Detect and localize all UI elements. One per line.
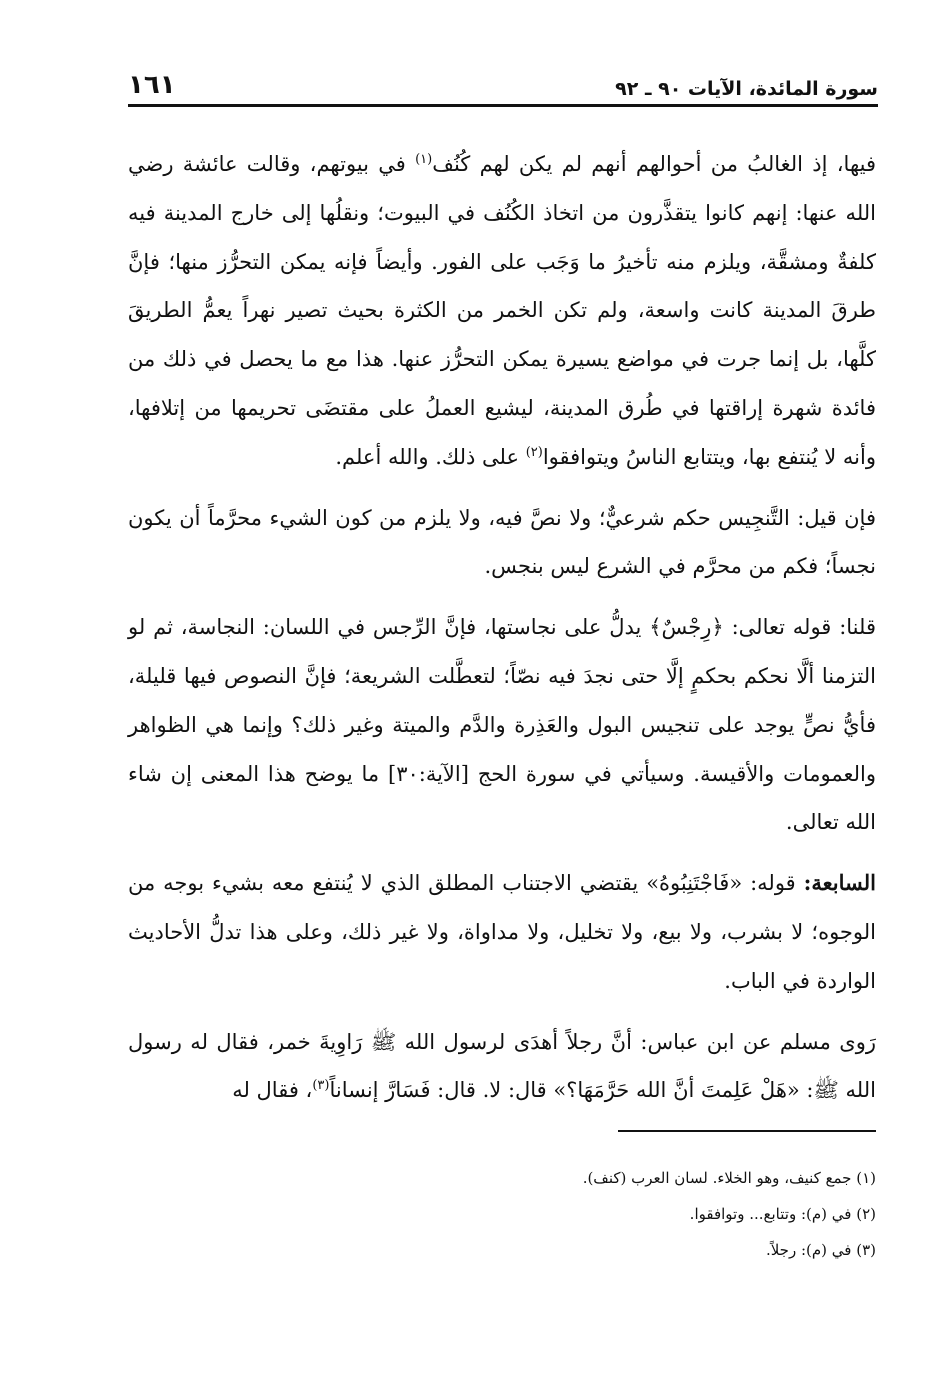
footnote-3: (٣) في (م): رجلاً.	[765, 1241, 876, 1259]
page-header	[128, 64, 878, 107]
section-label: السابعة:	[803, 870, 876, 896]
paragraph-3: قلنا: قوله تعالى: ﴿رِجْسٌ﴾ يدلُّ على نجاستها، فإنَّ الرِّجس في اللسان: النجاسة، ثم لو التزمنا ألَّا نحكم بحكمٍ إلَّا حتى نجدَ فيه نصّاً؛ لتعطَّلت الشريعة؛ فإنَّ النصوص فيها قليلة، فأيُّ نصٍّ يوجد على تنجيس البول والعَذِرة والدَّم والميتة وغير ذلك؟ وإنما هي الظواهر والعمومات والأقيسة. وسيأتي في سورة الحج [الآية:٣٠] ما يوضح هذا المعنى إن شاء الله تعالى.	[128, 615, 876, 835]
paragraph-5-end: ، فقال له	[232, 1078, 313, 1103]
paragraph-1-end: على ذلك. والله أعلم.	[335, 444, 526, 469]
paragraph-4-text: قوله: «فَاجْتَنِبُوهُ» يقتضي الاجتناب المطلق الذي لا يُنتفع معه بشيء بوجه من الوجوه؛ لا بشرب، ولا بيع، ولا تخليل، ولا مداواة، ولا غير ذلك، وعلى هذا تدلُّ الأحاديث الواردة في الباب.	[128, 871, 876, 993]
paragraph-5-text: رَوى مسلم عن ابن عباس: أنَّ رجلاً أهدَى لرسول الله ﷺ رَاوِيةَ خمر، فقال له رسول الله ﷺ: «هَلْ عَلِمتَ أنَّ الله حَرَّمَهَا؟» قال: لا. قال: فَسَارَّ إنساناً	[128, 1029, 876, 1103]
paragraph-1	[128, 140, 876, 482]
footnote-separator	[618, 1130, 876, 1132]
paragraph-2: فإن قيل: التَّنجِيس حكم شرعيٌّ؛ ولا نصَّ فيه، ولا يلزم من كون الشيء محرَّماً أن يكون نجساً؛ فكم من محرَّم في الشرع ليس بنجس.	[128, 505, 876, 579]
paragraph-1-text: فيها، إذ الغالبُ من أحوالهم أنهم لم يكن لهم كُنُف	[432, 152, 876, 176]
paragraph-5	[128, 1018, 876, 1116]
footnotes	[128, 1160, 876, 1268]
footnote-ref-2: (٢)	[525, 444, 543, 460]
main-text	[128, 140, 876, 1127]
footnote-ref-1: (١)	[415, 152, 433, 167]
footnote-ref-3: (٣)	[312, 1078, 330, 1094]
chapter-title: سورة المائدة، الآيات ٩٠ ـ ٩٢	[615, 78, 878, 100]
paragraph-1-continued: في بيوتهم، وقالت عائشة رضي الله عنها: إنهم كانوا يتقذَّرون من اتخاذ الكُنُف في البيوت؛ ونقلُها إلى خارج المدينة فيه كلفةٌ ومشقَّة، ويلزم منه تأخيرُ ما وَجَب على الفور. وأيضاً فإنه يمكن التحرُّز منها؛ فإنَّ طرقَ المدينة كانت واسعة، ولم تكن الخمر من الكثرة بحيث تصير نهراً يعمُّ الطريقَ كلَّها، بل إنما جرت في مواضع يسيرة يمكن التحرُّز عنها. هذا مع ما يحصل في ذلك من فائدة شهرة إراقتها في طُرق المدينة، ليشيع العملُ على مقتضَى تحريمها من إتلافها، وأنه لا يُنتفع بها، ويتتابع الناسُ ويتوافقوا	[128, 152, 876, 469]
footnote-1: (١) جمع كنيف، وهو الخلاء. لسان العرب (كنف).	[582, 1169, 876, 1187]
page-number: ١٦١	[128, 70, 176, 100]
footnote-2: (٢) في (م): وتتابع... وتوافقوا.	[689, 1205, 876, 1223]
paragraph-4	[128, 859, 876, 1005]
